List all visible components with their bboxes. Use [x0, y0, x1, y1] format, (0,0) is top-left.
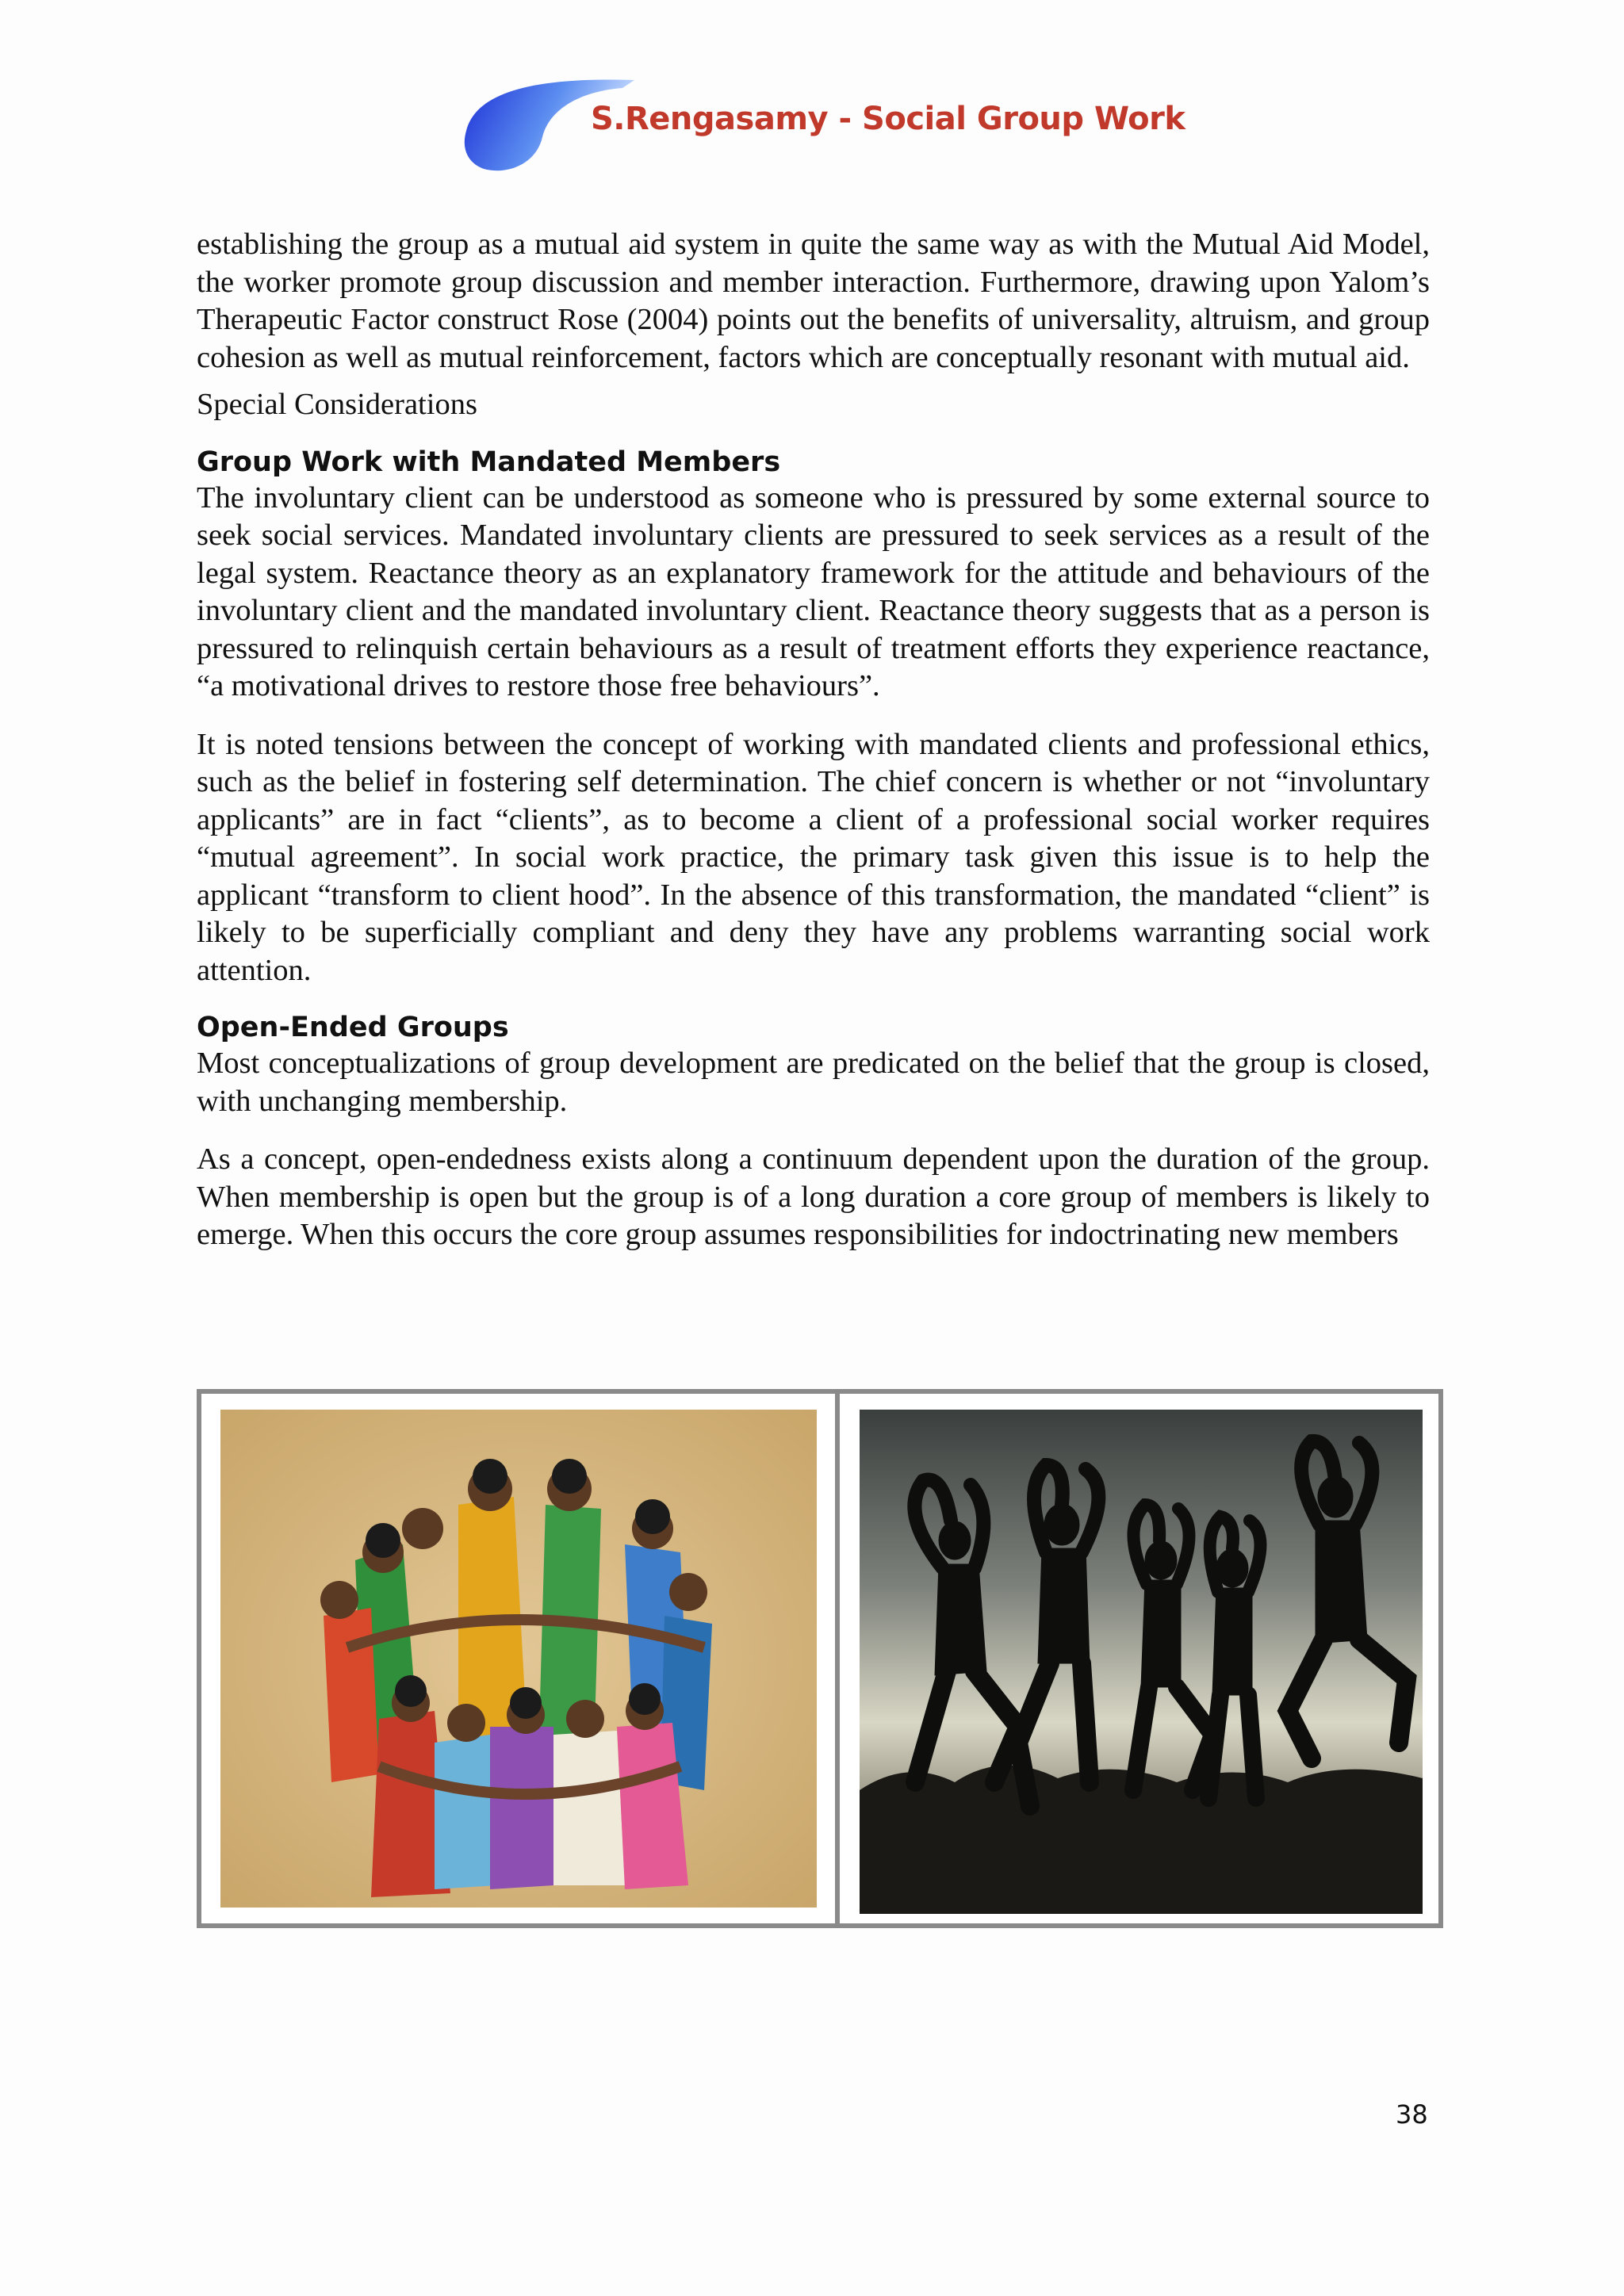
paragraph-involuntary-client: The involuntary client can be understood as someone who is pressured by some external source to seek social services. Mandated involuntary clients are pressured to seek services as a result of the legal system. Reactance theory as an explanatory framework for the attitude and behaviours of the involuntary client and the mandated involuntary client. Reactance theory suggests that as a person is pressured to relinquish certain behaviours as a result of treatment efforts they experience reactance, “a motivational drives to restore those free behaviours”. [197, 480, 1430, 702]
heading-mandated-members: Group Work with Mandated Members [197, 446, 781, 478]
figure-frame [197, 1389, 1443, 1928]
header-title: S.Rengasamy - Social Group Work [591, 101, 1185, 137]
page-header [460, 75, 1185, 178]
image-silhouettes-jumping [860, 1410, 1423, 1914]
heading-open-ended-groups: Open-Ended Groups [197, 1012, 509, 1043]
page-number: 38 [1396, 2099, 1428, 2130]
paragraph-mutual-aid: establishing the group as a mutual aid system in quite the same way as with the Mutual Aid Model, the worker promote group discussion and member interaction. Furthermore, drawing upon Yalom’s Therapeutic Factor construct Rose (2004) points out the benefits of universality, altruism, and group cohesion as well as mutual reinforcement, factors which are conceptually resonant with mutual aid. [197, 228, 1430, 374]
figure-divider [835, 1394, 840, 1923]
special-considerations-label: Special Considerations [197, 388, 477, 421]
paragraph-open-endedness: As a concept, open-endedness exists along a continuum dependent upon the duration of the group. When membership is open but the group is of a long duration a core group of members is likely to emerge. When this occurs the core group assumes responsibilities for indoctrinating new members [197, 1142, 1430, 1251]
paragraph-closed-membership: Most conceptualizations of group development are predicated on the belief that the group is closed, with unchanging membership. [197, 1047, 1430, 1118]
paragraph-ethics-tension: It is noted tensions between the concept of working with mandated clients and professional ethics, such as the belief in fostering self determination. The chief concern is whether or not “involuntary applicants” are in fact “clients”, as to become a client of a professional social worker requires “mutual agreement”. In social work practice, the primary task given this issue is to help the applicant “transform to client hood”. In the absence of this transformation, the mandated “client” is likely to be superficially compliant and deny they have any problems warranting social work attention. [197, 727, 1430, 987]
image-women-circle [220, 1410, 817, 1908]
document-body [197, 226, 1430, 1275]
